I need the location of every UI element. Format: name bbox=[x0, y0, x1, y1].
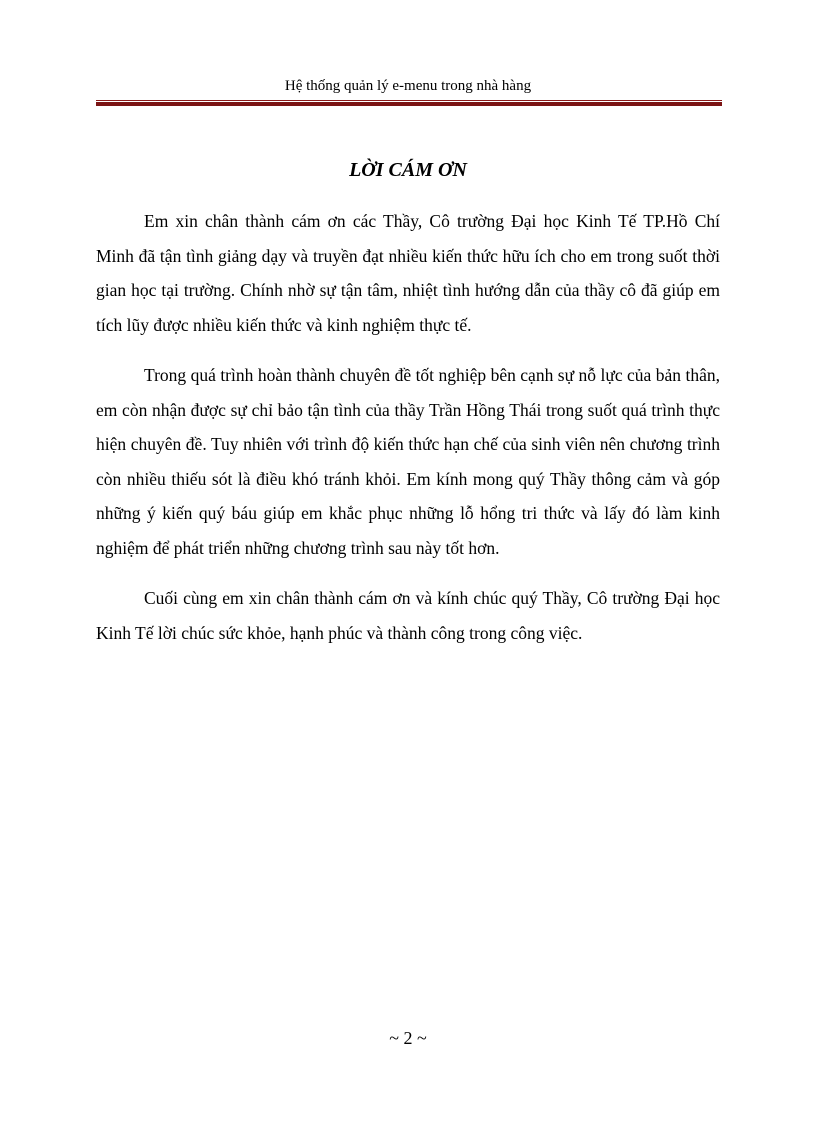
paragraph-1: Em xin chân thành cám ơn các Thầy, Cô trường Đại học Kinh Tế TP.Hồ Chí Minh đã tận tình giảng dạy và truyền đạt nhiều kiến thức hữu ích cho em trong suốt thời gian học tại trường. Chính nhờ sự tận tâm, nhiệt tình hướng dẫn của thầy cô đã giúp em tích lũy được nhiều kiến thức và kinh nghiệm thực tế. bbox=[96, 211, 720, 335]
page-number: ~ 2 ~ bbox=[389, 1028, 427, 1048]
page-title: LỜI CÁM ƠN bbox=[349, 159, 467, 181]
paragraph-2: Trong quá trình hoàn thành chuyên đề tốt nghiệp bên cạnh sự nỗ lực của bản thân, em còn nhận được sự chỉ bảo tận tình của thầy Trần Hồng Thái trong suốt quá trình thực hiện chuyên đề. Tuy nhiên với trình độ kiến thức hạn chế của sinh viên nên chương trình còn nhiều thiếu sót là điều khó tránh khỏi. Em kính mong quý Thầy thông cảm và góp những ý kiến quý báu giúp em khắc phục những lỗ hổng tri thức và lấy đó làm kinh nghiệm để phát triển những chương trình sau này tốt hơn. bbox=[96, 365, 720, 558]
paragraph-3: Cuối cùng em xin chân thành cám ơn và kính chúc quý Thầy, Cô trường Đại học Kinh Tế lời chúc sức khỏe, hạnh phúc và thành công trong công việc. bbox=[96, 588, 720, 643]
header-rule bbox=[96, 100, 722, 107]
header-rule-thick-line bbox=[96, 102, 722, 106]
body-text bbox=[96, 204, 720, 666]
running-header: Hệ thống quản lý e-menu trong nhà hàng bbox=[284, 78, 532, 94]
header-rule-thin-line bbox=[96, 100, 722, 101]
